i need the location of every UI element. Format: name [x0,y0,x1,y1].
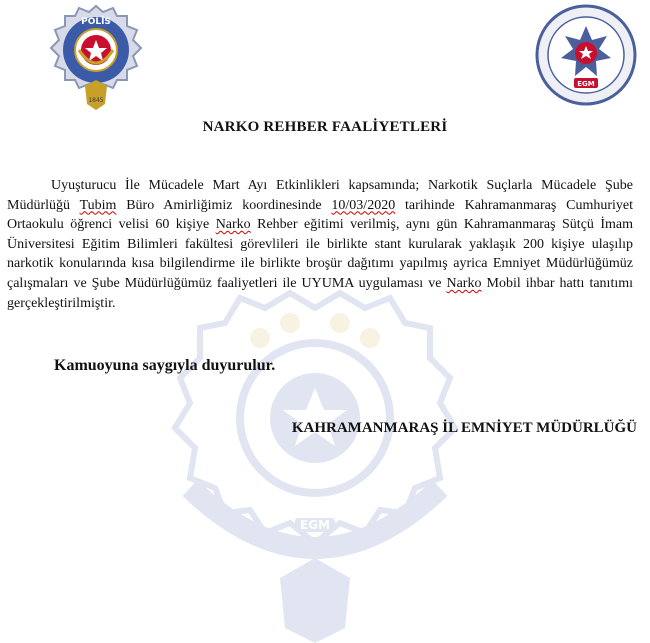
spellcheck-flagged-word: Narko [446,275,482,291]
spellcheck-flagged-word: 10/03/2020 [331,197,396,213]
paragraph-segment: Büro Amirliğimiz koordinesinde [116,197,332,213]
paragraph-segment: Mobil ihbar hattı tanıtımı gerçekleştirilmiştir. [7,275,633,311]
paragraph-segment: Uyuşturucu İle Mücadele Mart Ayı Etkinlikleri kapsamında; Narkotik Suçlarla Mücadele Şube Müdürlüğü [7,178,633,213]
logo-left-year: 1845 [88,97,104,104]
signature: KAHRAMANMARAŞ İL EMNİYET MÜDÜRLÜĞÜ [291,420,637,436]
kahramanmaras-emniyet-emblem-icon [529,4,644,106]
body-paragraph [7,176,633,313]
closing-line: Kamuoyuna saygıyla duyurulur. [54,357,276,374]
watermark-badge: EGM [300,518,330,532]
spellcheck-flagged-word: Tubim [79,197,117,213]
egm-watermark-icon [150,288,480,643]
document-title: NARKO REHBER FAALİYETLERİ [202,119,448,135]
logo-left-top-text: POLİS [81,17,111,27]
spellcheck-flagged-word: Narko [215,217,251,233]
paragraph-segment: tarihinde Kahramanmaraş Cumhuriyet Ortaokulu öğrenci velisi 60 kişiye [7,197,634,233]
paragraph-segment: Rehber eğitimi verilmiş, aynı gün Kahramanmaraş Sütçü İmam Üniversitesi Eğitim Bilimleri fakültesi görevlileri ile birlikte stant kurularak yaklaşık 200 kişiye ulaşılıp narkotik konularında kısa bilgilendirme ile birlikte broşür dağıtımı yapılmış ayrica Emniyet Müdürlüğümüz çalışmaları ve Şube Müdürlüğümüz faaliyetleri ile UYUMA uygulaması ve [7,217,633,291]
polis-emblem-icon [45,4,148,112]
logo-right-badge: EGM [577,80,595,88]
